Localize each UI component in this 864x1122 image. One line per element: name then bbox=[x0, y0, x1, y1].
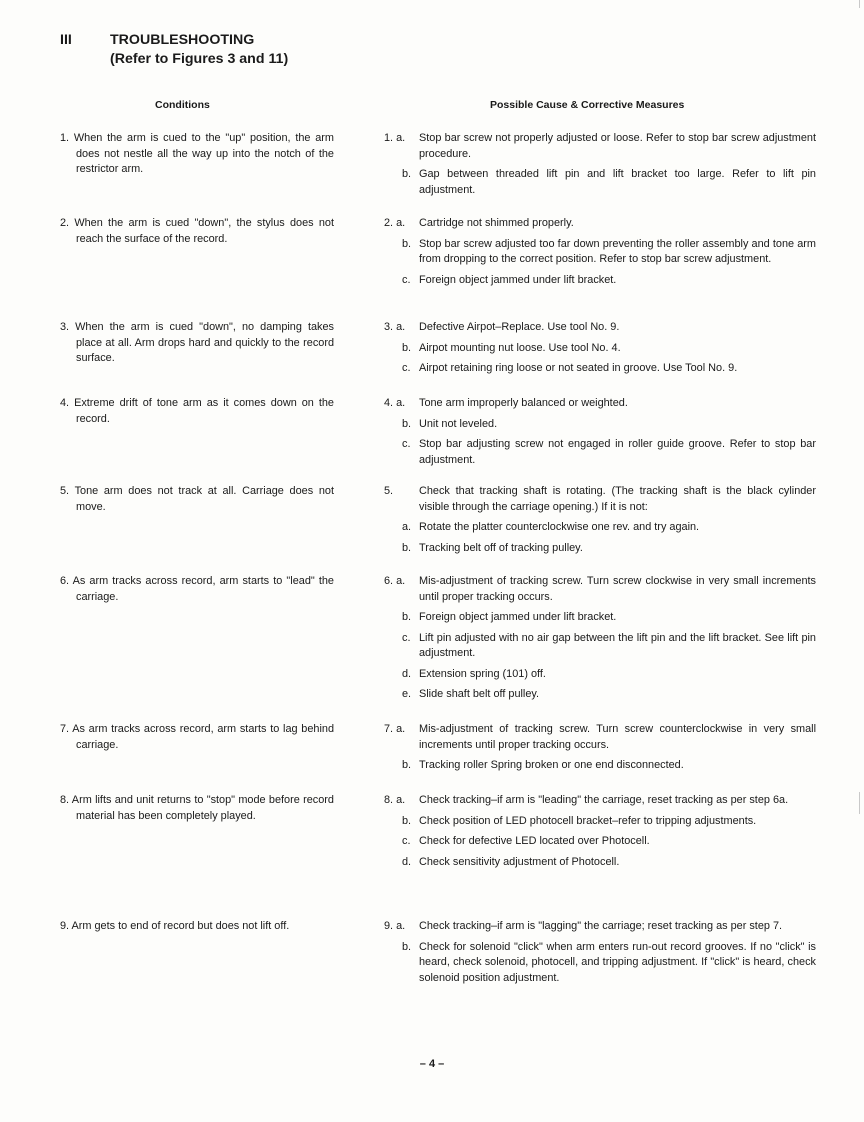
cause-item bbox=[384, 396, 816, 412]
cause-label: 4. a. bbox=[384, 397, 406, 409]
cause-item bbox=[384, 237, 816, 268]
cause-text: Lift pin adjusted with no air gap between the lift pin and the lift bracket. See lift pin adjustment. bbox=[419, 631, 816, 659]
cause-text: Mis-adjustment of tracking screw. Turn screw clockwise in very small increments until proper tracking occurs. bbox=[419, 575, 816, 603]
cause-label: b. bbox=[402, 814, 412, 827]
cause-item bbox=[384, 216, 816, 232]
cause-label: b. bbox=[402, 341, 412, 354]
cause-label: b. bbox=[402, 611, 412, 623]
cause-text: Tracking belt off of tracking pulley. bbox=[419, 541, 583, 554]
cause-item bbox=[384, 687, 816, 703]
cause-item bbox=[384, 667, 816, 683]
section-title: TROUBLESHOOTING bbox=[110, 32, 255, 48]
cause-text: Slide shaft belt off pulley. bbox=[419, 688, 540, 700]
section-subtitle: (Refer to Figures 3 and 11) bbox=[110, 51, 289, 67]
cause-text: Check sensitivity adjustment of Photocell. bbox=[419, 855, 620, 868]
causes-5 bbox=[384, 484, 816, 561]
cause-text: Stop bar adjusting screw not engaged in roller guide groove. Refer to stop bar adjustment. bbox=[419, 438, 816, 466]
cause-item bbox=[384, 541, 816, 557]
cause-label: 3. a. bbox=[384, 321, 406, 333]
cause-text: Stop bar screw not properly adjusted or loose. Refer to stop bar screw adjustment procedure. bbox=[419, 132, 816, 160]
cause-item bbox=[384, 855, 816, 871]
causes-7 bbox=[384, 722, 816, 779]
cause-item bbox=[384, 631, 816, 662]
cause-label: d. bbox=[402, 855, 412, 868]
cause-item bbox=[384, 361, 816, 377]
causes-8 bbox=[384, 793, 816, 875]
cause-item bbox=[384, 814, 816, 830]
cause-text: Check tracking–if arm is "lagging" the carriage; reset tracking as per step 7. bbox=[419, 920, 783, 932]
cause-item bbox=[384, 834, 816, 850]
causes-6 bbox=[384, 574, 816, 708]
cause-label: b. bbox=[402, 759, 412, 771]
condition-8: 8. Arm lifts and unit returns to "stop" mode before record material has been completely played. bbox=[60, 794, 334, 822]
cause-text: Unit not leveled. bbox=[419, 417, 498, 430]
causes-4 bbox=[384, 396, 816, 473]
cause-item bbox=[384, 167, 816, 198]
cause-item bbox=[384, 320, 816, 336]
cause-text: Stop bar screw adjusted too far down preventing the roller assembly and tone arm from dropping to the correct position. Refer to stop bar screw adjustment. bbox=[419, 237, 816, 265]
cause-item bbox=[384, 793, 816, 809]
cause-item bbox=[384, 758, 816, 774]
cause-item bbox=[384, 341, 816, 357]
cause-text: Mis-adjustment of tracking screw. Turn screw counterclockwise in very small increments until proper tracking occurs. bbox=[419, 723, 816, 751]
cause-text: Check that tracking shaft is rotating. (The tracking shaft is the black cylinder visible through the carriage opening.) If it is not: bbox=[419, 485, 816, 513]
cause-label: b. bbox=[402, 541, 412, 554]
causes-2 bbox=[384, 216, 816, 293]
cause-label: b. bbox=[402, 168, 412, 180]
condition-3: 3. When the arm is cued "down", no damping takes place at all. Arm drops hard and quickly to the record surface. bbox=[60, 321, 334, 364]
cause-text: Airpot mounting nut loose. Use tool No. 4. bbox=[419, 341, 621, 354]
cause-item bbox=[384, 574, 816, 605]
cause-text: Foreign object jammed under lift bracket. bbox=[419, 273, 617, 286]
cause-text: Foreign object jammed under lift bracket. bbox=[419, 611, 617, 623]
causes-1 bbox=[384, 131, 816, 203]
cause-label: b. bbox=[402, 940, 412, 953]
cause-label: c. bbox=[402, 438, 411, 450]
condition-5: 5. Tone arm does not track at all. Carriage does not move. bbox=[60, 485, 334, 513]
cause-item bbox=[384, 520, 816, 536]
cause-item bbox=[384, 131, 816, 162]
cause-text: Tone arm improperly balanced or weighted. bbox=[419, 397, 628, 409]
causes-column-header: Possible Cause & Corrective Measures bbox=[490, 99, 685, 111]
cause-label: c. bbox=[402, 631, 411, 644]
condition-9: 9. Arm gets to end of record but does not lift off. bbox=[60, 920, 290, 932]
cause-text: Tracking roller Spring broken or one end disconnected. bbox=[419, 759, 684, 771]
cause-text: Airpot retaining ring loose or not seated in groove. Use Tool No. 9. bbox=[419, 362, 738, 374]
cause-item bbox=[384, 722, 816, 753]
cause-label: d. bbox=[402, 667, 412, 680]
conditions-column-header: Conditions bbox=[155, 99, 210, 111]
cause-label: b. bbox=[402, 237, 412, 250]
causes-3 bbox=[384, 320, 816, 382]
condition-6: 6. As arm tracks across record, arm starts to "lead" the carriage. bbox=[60, 575, 334, 603]
condition-4: 4. Extreme drift of tone arm as it comes down on the record. bbox=[60, 397, 334, 425]
cause-label: 8. a. bbox=[384, 794, 406, 806]
cause-text: Cartridge not shimmed properly. bbox=[419, 217, 574, 229]
cause-label: c. bbox=[402, 273, 411, 286]
cause-label: 7. a. bbox=[384, 723, 406, 735]
cause-text: Check position of LED photocell bracket–refer to tripping adjustments. bbox=[419, 814, 757, 827]
scan-edge-mark-top bbox=[859, 0, 860, 8]
cause-label: 6. a. bbox=[384, 575, 406, 587]
cause-text: Gap between threaded lift pin and lift bracket too large. Refer to lift pin adjustment. bbox=[419, 168, 816, 196]
cause-item bbox=[384, 940, 816, 987]
cause-text: Extension spring (101) off. bbox=[419, 667, 546, 680]
cause-label: c. bbox=[402, 362, 411, 374]
scan-edge-mark bbox=[859, 792, 860, 814]
cause-label: 1. a. bbox=[384, 132, 406, 144]
condition-7: 7. As arm tracks across record, arm starts to lag behind carriage. bbox=[60, 723, 334, 751]
cause-item bbox=[384, 919, 816, 935]
cause-label: 2. a. bbox=[384, 217, 406, 229]
cause-item bbox=[384, 273, 816, 289]
cause-item bbox=[384, 417, 816, 433]
cause-text: Check for defective LED located over Photocell. bbox=[419, 835, 650, 847]
page-number: – 4 – bbox=[419, 1058, 445, 1070]
cause-label: 9. a. bbox=[384, 920, 406, 932]
condition-2: 2. When the arm is cued "down", the stylus does not reach the surface of the record. bbox=[60, 217, 334, 245]
cause-text: Check for solenoid "click" when arm enters run-out record grooves. If no "click" is heard, check solenoid, photocell, and tripping adjustment. If "click" is heard, check solenoid position adjustment. bbox=[419, 940, 816, 984]
cause-item bbox=[384, 484, 816, 515]
cause-text: Check tracking–if arm is "leading" the carriage, reset tracking as per step 6a. bbox=[419, 794, 789, 806]
condition-1: 1. When the arm is cued to the "up" position, the arm does not nestle all the way up into the notch of the restrictor arm. bbox=[60, 132, 334, 175]
cause-label: 5. bbox=[384, 485, 394, 497]
causes-9 bbox=[384, 919, 816, 991]
cause-item bbox=[384, 437, 816, 468]
cause-text: Rotate the platter counterclockwise one rev. and try again. bbox=[419, 521, 700, 533]
cause-label: e. bbox=[402, 688, 412, 700]
cause-label: c. bbox=[402, 835, 411, 847]
cause-label: a. bbox=[402, 521, 412, 533]
cause-text: Defective Airpot–Replace. Use tool No. 9. bbox=[419, 321, 620, 333]
cause-item bbox=[384, 610, 816, 626]
section-number: III bbox=[60, 32, 72, 48]
cause-label: b. bbox=[402, 417, 412, 430]
